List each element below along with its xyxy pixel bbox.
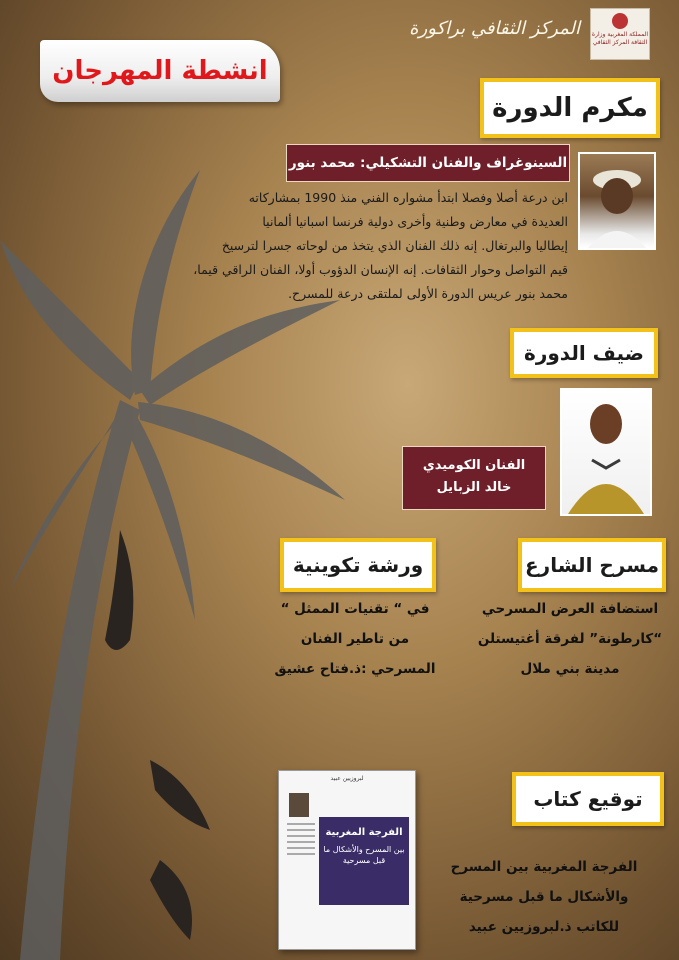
workshop-line: من تاطير الفنان xyxy=(300,631,410,647)
person-icon xyxy=(580,154,654,248)
bio-line: قيم التواصل وحوار الثقافات. إنه الإنسان الدؤوب أولا، الفنان الراقي قيما، xyxy=(193,262,568,277)
book-cover-author: لبروزيين عبيد xyxy=(330,775,364,782)
guest-title: الفنان الكوميدي xyxy=(422,458,526,473)
workshop-line: المسرحي :ذ.فتاح عشيق xyxy=(274,661,436,677)
workshop-line: في “ تقنيات الممثل “ xyxy=(280,601,430,617)
bio-line: محمد بنور عريس الدورة الأولى لملتقى درعة للمسرح. xyxy=(288,286,568,301)
ministry-logo-text: المملكة المغربية وزارة الثقافة المركز الثقافي xyxy=(591,31,649,46)
street-theatre-heading: مسرح الشارع xyxy=(518,538,666,592)
book-cover-title: الفرجة المغربية xyxy=(325,827,403,838)
book-cover-image xyxy=(278,770,416,950)
guest-photo xyxy=(560,388,652,516)
street-theatre-line: استضافة العرض المسرحي xyxy=(481,601,659,617)
guest-name: خالد الزبايل xyxy=(436,480,512,495)
workshop-details xyxy=(260,594,450,684)
book-signing-line: الفرجة المغربية بين المسرح xyxy=(450,859,638,875)
workshop-heading: ورشة تكوينية xyxy=(280,538,436,592)
ministry-logo xyxy=(590,8,650,60)
person-icon xyxy=(562,390,650,514)
book-cover-title-block xyxy=(319,817,409,905)
street-theatre-details xyxy=(470,594,670,684)
author-portrait-icon xyxy=(289,793,309,817)
bio-line: إيطاليا والبرتغال. إنه ذلك الفنان الذي يتخذ من لوحاته جسرا لترسيخ xyxy=(221,238,568,253)
honoree-bio xyxy=(60,186,568,306)
center-title: المركز الثقافي براكورة xyxy=(409,18,580,39)
street-theatre-line: “كارطونة” لفرقة أغتيستلن xyxy=(477,631,663,647)
book-signing-details xyxy=(416,852,672,942)
book-cover-subtitle: بين المسرح والأشكال ما قبل مسرحية xyxy=(323,845,405,865)
banner-title: انشطة المهرجان xyxy=(52,56,268,86)
book-signing-heading: توقيع كتاب xyxy=(512,772,664,826)
bio-line: العديدة في معارض وطنية وأخرى دولية فرنسا اسبانيا ألمانيا xyxy=(262,214,568,229)
book-signing-line: للكاتب ذ.لبروزيين عبيد xyxy=(468,919,620,935)
bio-line: ابن درعة أصلا وفصلا ابتدأ مشواره الفني منذ 1990 بمشاركاته xyxy=(248,190,568,205)
guest-heading: ضيف الدورة xyxy=(510,328,658,378)
street-theatre-line: مدينة بني ملال xyxy=(520,661,620,677)
book-back-text-lines xyxy=(287,823,315,859)
guest-name-box xyxy=(402,446,546,510)
book-signing-line: والأشكال ما قبل مسرحية xyxy=(459,889,629,905)
honoree-heading: مكرم الدورة xyxy=(480,78,660,138)
crest-icon xyxy=(612,13,628,29)
honoree-name-bar: السينوغراف والفنان التشكيلي: محمد بنور xyxy=(286,144,570,182)
festival-banner xyxy=(40,40,280,102)
honoree-photo xyxy=(578,152,656,250)
